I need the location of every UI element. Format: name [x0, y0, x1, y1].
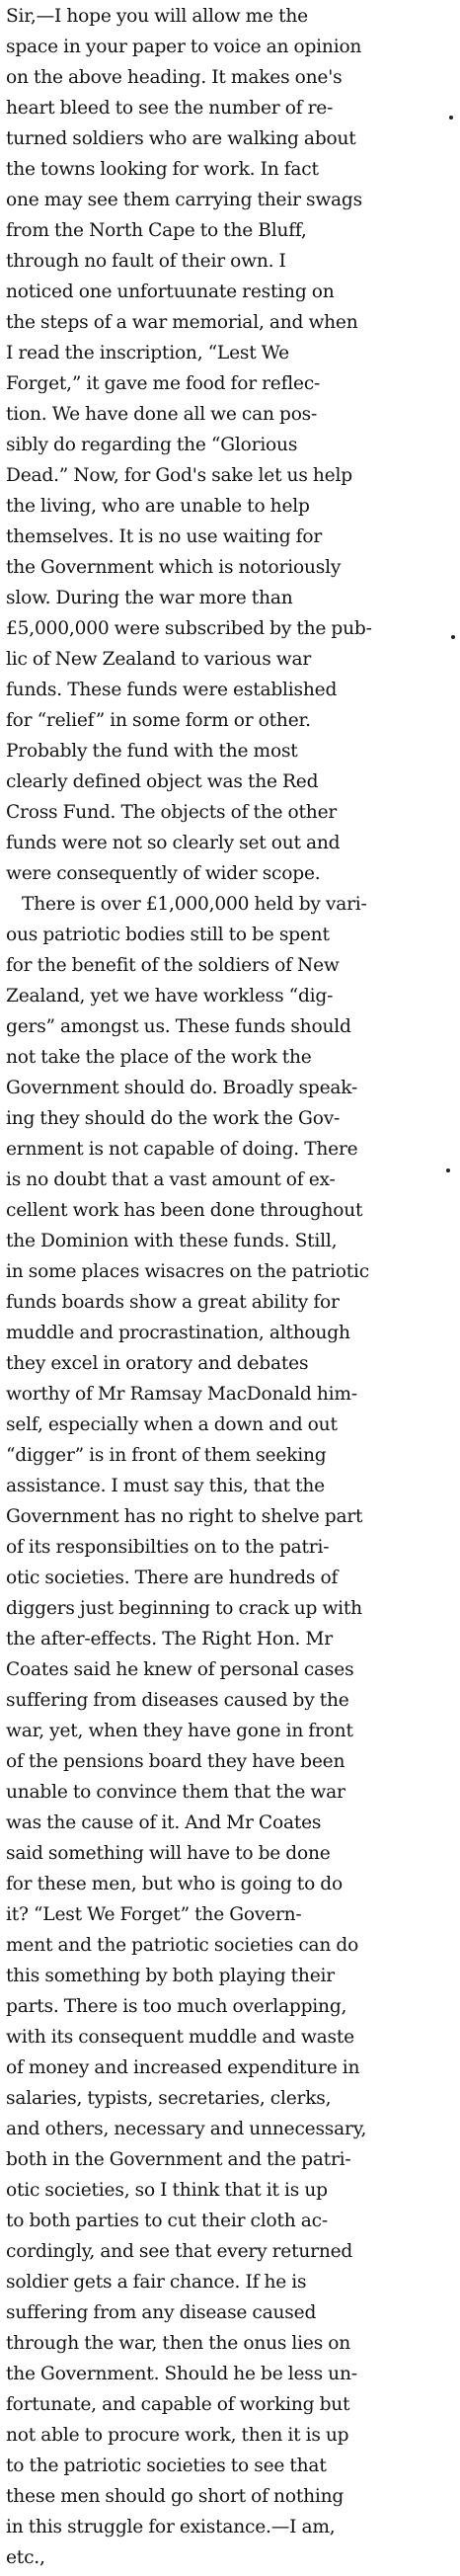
print-speck [449, 116, 453, 120]
letter-line: the Government which is notoriously [6, 557, 342, 578]
letter-line: of money and increased expenditure in [6, 2057, 360, 2078]
letter-line: funds boards show a great ability for [6, 1292, 340, 1313]
letter-line: gers” amongst us. These funds should [6, 1016, 351, 1037]
letter-line: fortunate, and capable of working but [6, 2394, 350, 2415]
letter-line: both in the Government and the patri- [6, 2149, 351, 2170]
letter-line: otic societies. There are hundreds of [6, 1568, 339, 1588]
letter-line: with its consequent muddle and waste [6, 2027, 354, 2048]
letter-line: from the North Cape to the Bluff, [6, 220, 307, 241]
letter-line: to the patriotic societies to see that [6, 2455, 327, 2476]
letter-line: cellent work has been done throughout [6, 1200, 363, 1221]
letter-line: were consequently of wider scope. [6, 863, 321, 884]
letter-line: they excel in oratory and debates [6, 1353, 309, 1374]
letter-line: for the benefit of the soldiers of New [6, 955, 340, 976]
letter-line: There is over £1,000,000 held by vari- [22, 894, 367, 915]
letter-line: Forget,” it gave me food for reflec- [6, 373, 321, 394]
letter-line: war, yet, when they have gone in front [6, 1721, 353, 1741]
letter-line: through the war, then the onus lies on [6, 2333, 351, 2354]
letter-line: and others, necessary and unnecessary, [6, 2119, 367, 2139]
print-speck [446, 1168, 450, 1172]
letter-line: Dead.” Now, for God's sake let us help [6, 465, 352, 486]
letter-line: suffering from diseases caused by the [6, 1690, 349, 1711]
letter-line: turned soldiers who are walking about [6, 128, 356, 149]
letter-line: “digger” is in front of them seeking [6, 1445, 327, 1466]
letter-line: heart bleed to see the number of re- [6, 98, 334, 119]
letter-line: lic of New Zealand to various war [6, 649, 312, 670]
letter-line: of the pensions board they have been [6, 1751, 345, 1772]
letter-line: ous patriotic bodies still to be spent [6, 925, 330, 945]
letter-line: for “relief” in some form or other. [6, 710, 311, 731]
letter-line: ernment is not capable of doing. There [6, 1139, 358, 1160]
letter-line: the Government. Should he be less un- [6, 2364, 357, 2384]
letter-line: for these men, but who is going to do [6, 1874, 343, 1894]
letter-line: clearly defined object was the Red [6, 771, 319, 792]
letter-line: cordingly, and see that every returned [6, 2241, 353, 2262]
letter-line: parts. There is too much overlapping, [6, 1996, 347, 2017]
letter-line: the after-effects. The Right Hon. Mr [6, 1629, 333, 1650]
letter-line: sibly do regarding the “Glorious [6, 435, 298, 455]
letter-line: this something by both playing their [6, 1966, 335, 1986]
letter-line: the living, who are unable to help [6, 496, 310, 517]
letter-line: slow. During the war more than [6, 588, 293, 608]
letter-line: Coates said he knew of personal cases [6, 1659, 354, 1680]
letter-line: these men should go short of nothing [6, 2486, 345, 2507]
letter-line: was the cause of it. And Mr Coates [6, 1812, 322, 1833]
print-speck [451, 635, 455, 639]
letter-line: assistance. I must say this, that the [6, 1476, 325, 1496]
letter-line: on the above heading. It makes one's [6, 67, 343, 88]
letter-line: Sir,—I hope you will allow me the [6, 6, 308, 27]
letter-line: to both parties to cut their cloth ac- [6, 2211, 328, 2231]
letter-line: space in your paper to voice an opinion [6, 37, 362, 57]
letter-line: said something will have to be done [6, 1843, 331, 1864]
letter-line: self, especially when a down and out [6, 1414, 338, 1435]
letter-line: tion. We have done all we can pos- [6, 404, 318, 425]
letter-line: the Dominion with these funds. Still, [6, 1231, 338, 1251]
letter-line: otic societies, so I think that it is up [6, 2180, 328, 2201]
letter-line: in some places wisacres on the patriotic [6, 1261, 369, 1282]
letter-line: etc., [6, 2547, 45, 2568]
letter-line: ing they should do the work the Gov- [6, 1108, 341, 1129]
letter-line: Zealand, yet we have workless “dig- [6, 986, 334, 1006]
letter-line: Cross Fund. The objects of the other [6, 802, 338, 823]
letter-line: Probably the fund with the most [6, 741, 298, 762]
letter-line: worthy of Mr Ramsay MacDonald him- [6, 1384, 357, 1405]
letter-line: suffering from any disease caused [6, 2302, 317, 2323]
letter-line: one may see them carrying their swags [6, 190, 362, 210]
letter-line: noticed one unfortuunate resting on [6, 282, 335, 302]
letter-line: £5,000,000 were subscribed by the pub- [6, 618, 372, 639]
letter-line: it? “Lest We Forget” the Govern- [6, 1904, 302, 1925]
letter-line: Government should do. Broadly speak- [6, 1078, 358, 1098]
letter-line: Government has no right to shelve part [6, 1506, 363, 1527]
letter-line: funds were not so clearly set out and [6, 833, 341, 853]
letter-line: the towns looking for work. In fact [6, 159, 319, 180]
letter-line: salaries, typists, secretaries, clerks, [6, 2088, 332, 2109]
letter-line: ment and the patriotic societies can do [6, 1935, 359, 1956]
letter-line: themselves. It is no use waiting for [6, 526, 323, 547]
letter-column [6, 0, 458, 2576]
letter-line: of its responsibilties on to the patri- [6, 1537, 330, 1558]
letter-line: muddle and procrastination, although [6, 1323, 350, 1343]
letter-line: through no fault of their own. I [6, 251, 286, 272]
letter-line: I read the inscription, “Lest We [6, 343, 289, 363]
letter-line: diggers just beginning to crack up with [6, 1598, 362, 1619]
letter-line: soldier gets a fair chance. If he is [6, 2272, 307, 2293]
letter-line: unable to convince them that the war [6, 1782, 345, 1803]
letter-line: the steps of a war memorial, and when [6, 312, 358, 333]
letter-line: in this struggle for existance.—I am, [6, 2517, 336, 2537]
letter-line: not take the place of the work the [6, 1047, 312, 1068]
letter-line: funds. These funds were established [6, 680, 338, 700]
letter-line: not able to procure work, then it is up [6, 2425, 349, 2446]
letter-line: is no doubt that a vast amount of ex- [6, 1169, 336, 1190]
